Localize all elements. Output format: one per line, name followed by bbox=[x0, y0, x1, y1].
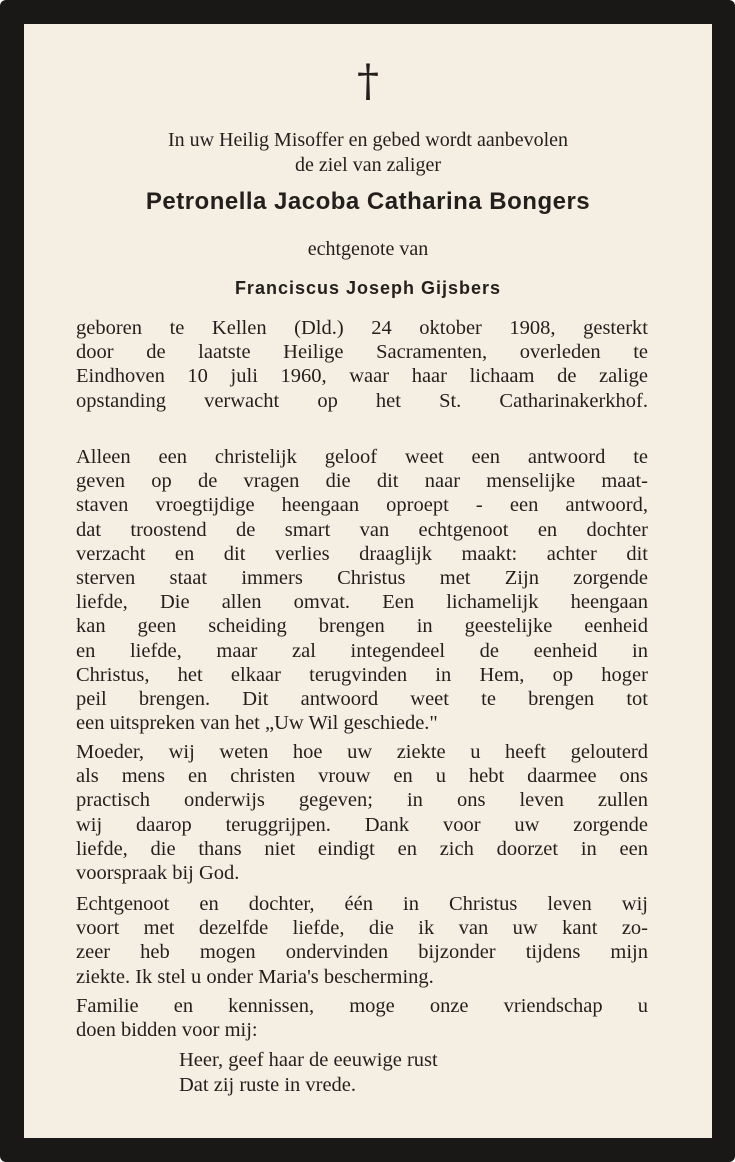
text-line: staven vroegtijdige heengaan oproept - een antwoord, bbox=[76, 494, 648, 517]
closing-prayer bbox=[179, 1048, 438, 1098]
text-line: Moeder, wij weten hoe uw ziekte u heeft gelouterd bbox=[76, 741, 648, 763]
text-line: wij daarop teruggrijpen. Dank voor uw zorgende bbox=[76, 813, 648, 836]
birth-death-paragraph bbox=[76, 316, 648, 413]
text-line: kan geen scheiding brengen in geestelijke eenheid bbox=[76, 615, 648, 638]
intro-line: In uw Heilig Misoffer en gebed wordt aanbevolen bbox=[167, 129, 569, 151]
text-line: een uitspreken van het „Uw Wil geschiede." bbox=[76, 712, 438, 735]
text-line: Alleen een christelijk geloof weet een antwoord te bbox=[76, 446, 648, 468]
prayer-line: Dat zij ruste in vrede. bbox=[179, 1074, 357, 1096]
text-line: als mens en christen vrouw en u hebt daarmee ons bbox=[76, 765, 648, 788]
text-line: peil brengen. Dit antwoord weet te brengen tot bbox=[76, 688, 648, 711]
text-line: opstanding verwacht op het St. Catharinakerkhof. bbox=[76, 389, 648, 412]
faith-paragraph bbox=[76, 445, 648, 735]
text-line: liefde, Die allen omvat. Een lichamelijk heengaan bbox=[76, 591, 648, 614]
memorial-card-paper bbox=[24, 24, 712, 1138]
intro-line: de ziel van zaliger bbox=[294, 154, 442, 176]
text-line: Eindhoven 10 juli 1960, waar haar lichaam de zalige bbox=[76, 365, 648, 388]
spouse-name: Franciscus Joseph Gijsbers bbox=[234, 278, 502, 298]
text-line: doen bidden voor mij: bbox=[76, 1019, 258, 1042]
text-line: Echtgenoot en dochter, één in Christus leven wij bbox=[76, 893, 648, 915]
text-line: practisch onderwijs gegeven; in ons leven zullen bbox=[76, 789, 648, 812]
text-line: voort met dezelfde liefde, die ik van uw kant zo- bbox=[76, 917, 648, 940]
text-line: verzacht en dit verlies draaglijk maakt: achter dit bbox=[76, 542, 648, 565]
text-line: geven op de vragen die dit naar menselijke maat- bbox=[76, 470, 648, 493]
cross-icon: † bbox=[357, 56, 379, 107]
spouse-daughter-paragraph bbox=[76, 892, 648, 989]
text-line: Christus, het elkaar terugvinden in Hem, op hoger bbox=[76, 663, 648, 686]
text-line: Familie en kennissen, moge onze vriendschap u bbox=[76, 995, 648, 1017]
intro-text bbox=[24, 128, 712, 178]
text-line: door de laatste Heilige Sacramenten, overleden te bbox=[76, 341, 648, 364]
text-line: sterven staat immers Christus met Zijn zorgende bbox=[76, 567, 648, 590]
mother-paragraph bbox=[76, 740, 648, 885]
deceased-name: Petronella Jacoba Catharina Bongers bbox=[145, 188, 591, 215]
prayer-line: Heer, geef haar de eeuwige rust bbox=[179, 1049, 438, 1071]
text-line: ziekte. Ik stel u onder Maria's bescherming. bbox=[76, 965, 434, 988]
text-line: dat troostend de smart van echtgenoot en dochter bbox=[76, 518, 648, 541]
text-line: voorspraak bij God. bbox=[76, 862, 240, 885]
spouse-label: echtgenote van bbox=[307, 238, 429, 260]
family-paragraph bbox=[76, 994, 648, 1042]
text-line: liefde, die thans niet eindigt en zich doorzet in een bbox=[76, 837, 648, 860]
text-line: zeer heb mogen ondervinden bijzonder tijdens mijn bbox=[76, 941, 648, 964]
text-line: geboren te Kellen (Dld.) 24 oktober 1908, gesterkt bbox=[76, 317, 648, 339]
text-line: en liefde, maar zal integendeel de eenheid in bbox=[76, 639, 648, 662]
